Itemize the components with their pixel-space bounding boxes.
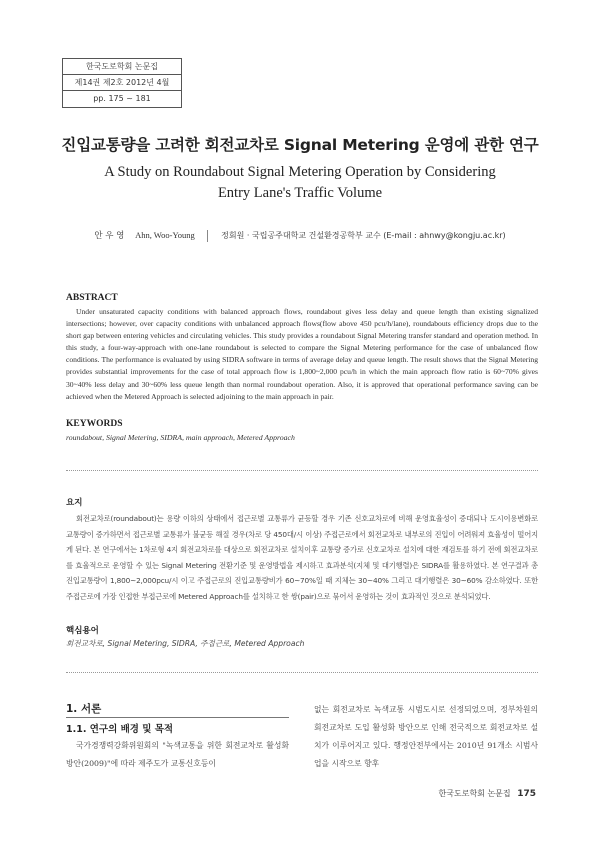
society-name: 한국도로학회 논문집 bbox=[63, 59, 181, 75]
author-affiliation: 정회원 · 국립공주대학교 건설환경공학부 교수 (E-mail : ahnwy@kongju.ac.kr) bbox=[221, 231, 506, 240]
keywords-ko-heading: 핵심용어 bbox=[66, 626, 99, 636]
page-range: pp. 175 ~ 181 bbox=[93, 94, 151, 103]
body-text-right-column: 없는 회전교차로 녹색교통 시범도시로 선정되었으며, 정부차원의 회전교차로 도입 활성화 방안으로 인해 전국적으로 회전교차로 설치가 이루어지고 있다. 행정안전부에서는 2010년 91개소 시범사업을 시작으로 향후 bbox=[314, 705, 538, 768]
paper-title-english-line2: Entry Lane's Traffic Volume bbox=[217, 185, 383, 201]
publication-info-box bbox=[62, 58, 182, 108]
paper-title-english-line1: A Study on Roundabout Signal Metering Operation by Considering bbox=[104, 164, 496, 180]
author-name-english: Ahn, Woo-Young bbox=[135, 230, 195, 240]
abstract-heading: ABSTRACT bbox=[66, 293, 118, 303]
section-divider bbox=[66, 470, 538, 471]
abstract-body: Under unsaturated capacity conditions with balanced approach flows, roundabout gives less delay and queue length than existing signalized intersections; however, over capacity conditions with unbalanced approach flows(flow above 450 pcu/h/lane), roundabouts efficiency drops due to the short gap between entering vehicles and circulating vehicles. This study provides a roundabout Signal Metering transfer standard and operation method. In this study, a four-way-approach with one-lane roundabout is selected to compare the Signal Metering performance for the case of unbalanced flow conditions. The performance is evaluated by using SIDRA software in terms of average delay and queue length. The result shows that the Signal Metering provides substantial improvements for the case of total approach flow is 1,800~2,000 pcu/h in which the main approach flow ratio is 60~70% gives 30~40% less delay and 30~60% less queue length than normal roundabout operation. Also, it is approved that operational performance saving can be achieved when the Metered Approach is selected adjoining to the main approach in pair. bbox=[66, 307, 538, 401]
volume-issue: 제14권 제2호 2012년 4월 bbox=[63, 75, 181, 91]
author-name-korean: 안 우 영 bbox=[94, 231, 125, 241]
paper-title-korean: 진입교통량을 고려한 회전교차로 Signal Metering 운영에 관한 연구 bbox=[61, 136, 539, 154]
summary-heading: 요지 bbox=[66, 498, 83, 508]
summary-body: 회전교차로(roundabout)는 용량 이하의 상태에서 접근로별 교통류가 균등할 경우 기존 신호교차로에 비해 운영효율성이 증대되나 도시이용변화로 교통량이 증가하면서 접근로별 교통류가 불균등 해질 경우(차로 당 450대/시 이상) 주접근로에서 회전교차로 내부로의 진입이 어려워져 효율성이 떨어지게 된다. 본 연구에서는 1차로형 4지 회전교차로를 대상으로 회전교차로 설치이후 교통량 증가로 신호교차로 설치에 대한 재검토를 하기 전에 회전교차로를 효율적으로 운영할 수 있는 Signal Metering 전환기준 및 운영방법을 제시하고 효과분석(지체 및 대기행렬)은 SIDRA를 활용하였다. 본 연구결과 총 진입교통량이 1,800~2,000pcu/시 이고 주접근로의 진입교통량비가 60~70%일 때 지체는 30~40% 그리고 대기행렬은 30~60% 감소하였다. 또한 주접근로에 가장 인접한 부접근로에 Metered Approach를 설치하고 한 쌍(pair)으로 묶어서 운영하는 것이 효과적인 것으로 분석되었다. bbox=[66, 514, 538, 601]
section-rule bbox=[66, 717, 289, 718]
body-text-left-column: 국가경쟁력강화위원회의 "녹색교통을 위한 회전교차로 활성화 방안(2009)"에 따라 제주도가 교통신호등이 bbox=[66, 741, 289, 768]
section-divider bbox=[66, 672, 538, 673]
author-line bbox=[0, 229, 600, 242]
footer-journal-name: 한국도로학회 논문집 bbox=[438, 789, 511, 798]
author-separator bbox=[207, 230, 208, 242]
section-1-heading: 1. 서론 bbox=[66, 703, 102, 715]
subsection-1-1-heading: 1.1. 연구의 배경 및 목적 bbox=[66, 724, 174, 735]
footer-page-number: 175 bbox=[517, 789, 536, 799]
keywords-ko-text: 회전교차로, Signal Metering, SIDRA, 주접근로, Metered Approach bbox=[66, 639, 305, 648]
keywords-text: roundabout, Signal Metering, SIDRA, main approach, Metered Approach bbox=[66, 433, 295, 442]
page-footer bbox=[439, 788, 536, 799]
keywords-heading: KEYWORDS bbox=[66, 419, 123, 429]
